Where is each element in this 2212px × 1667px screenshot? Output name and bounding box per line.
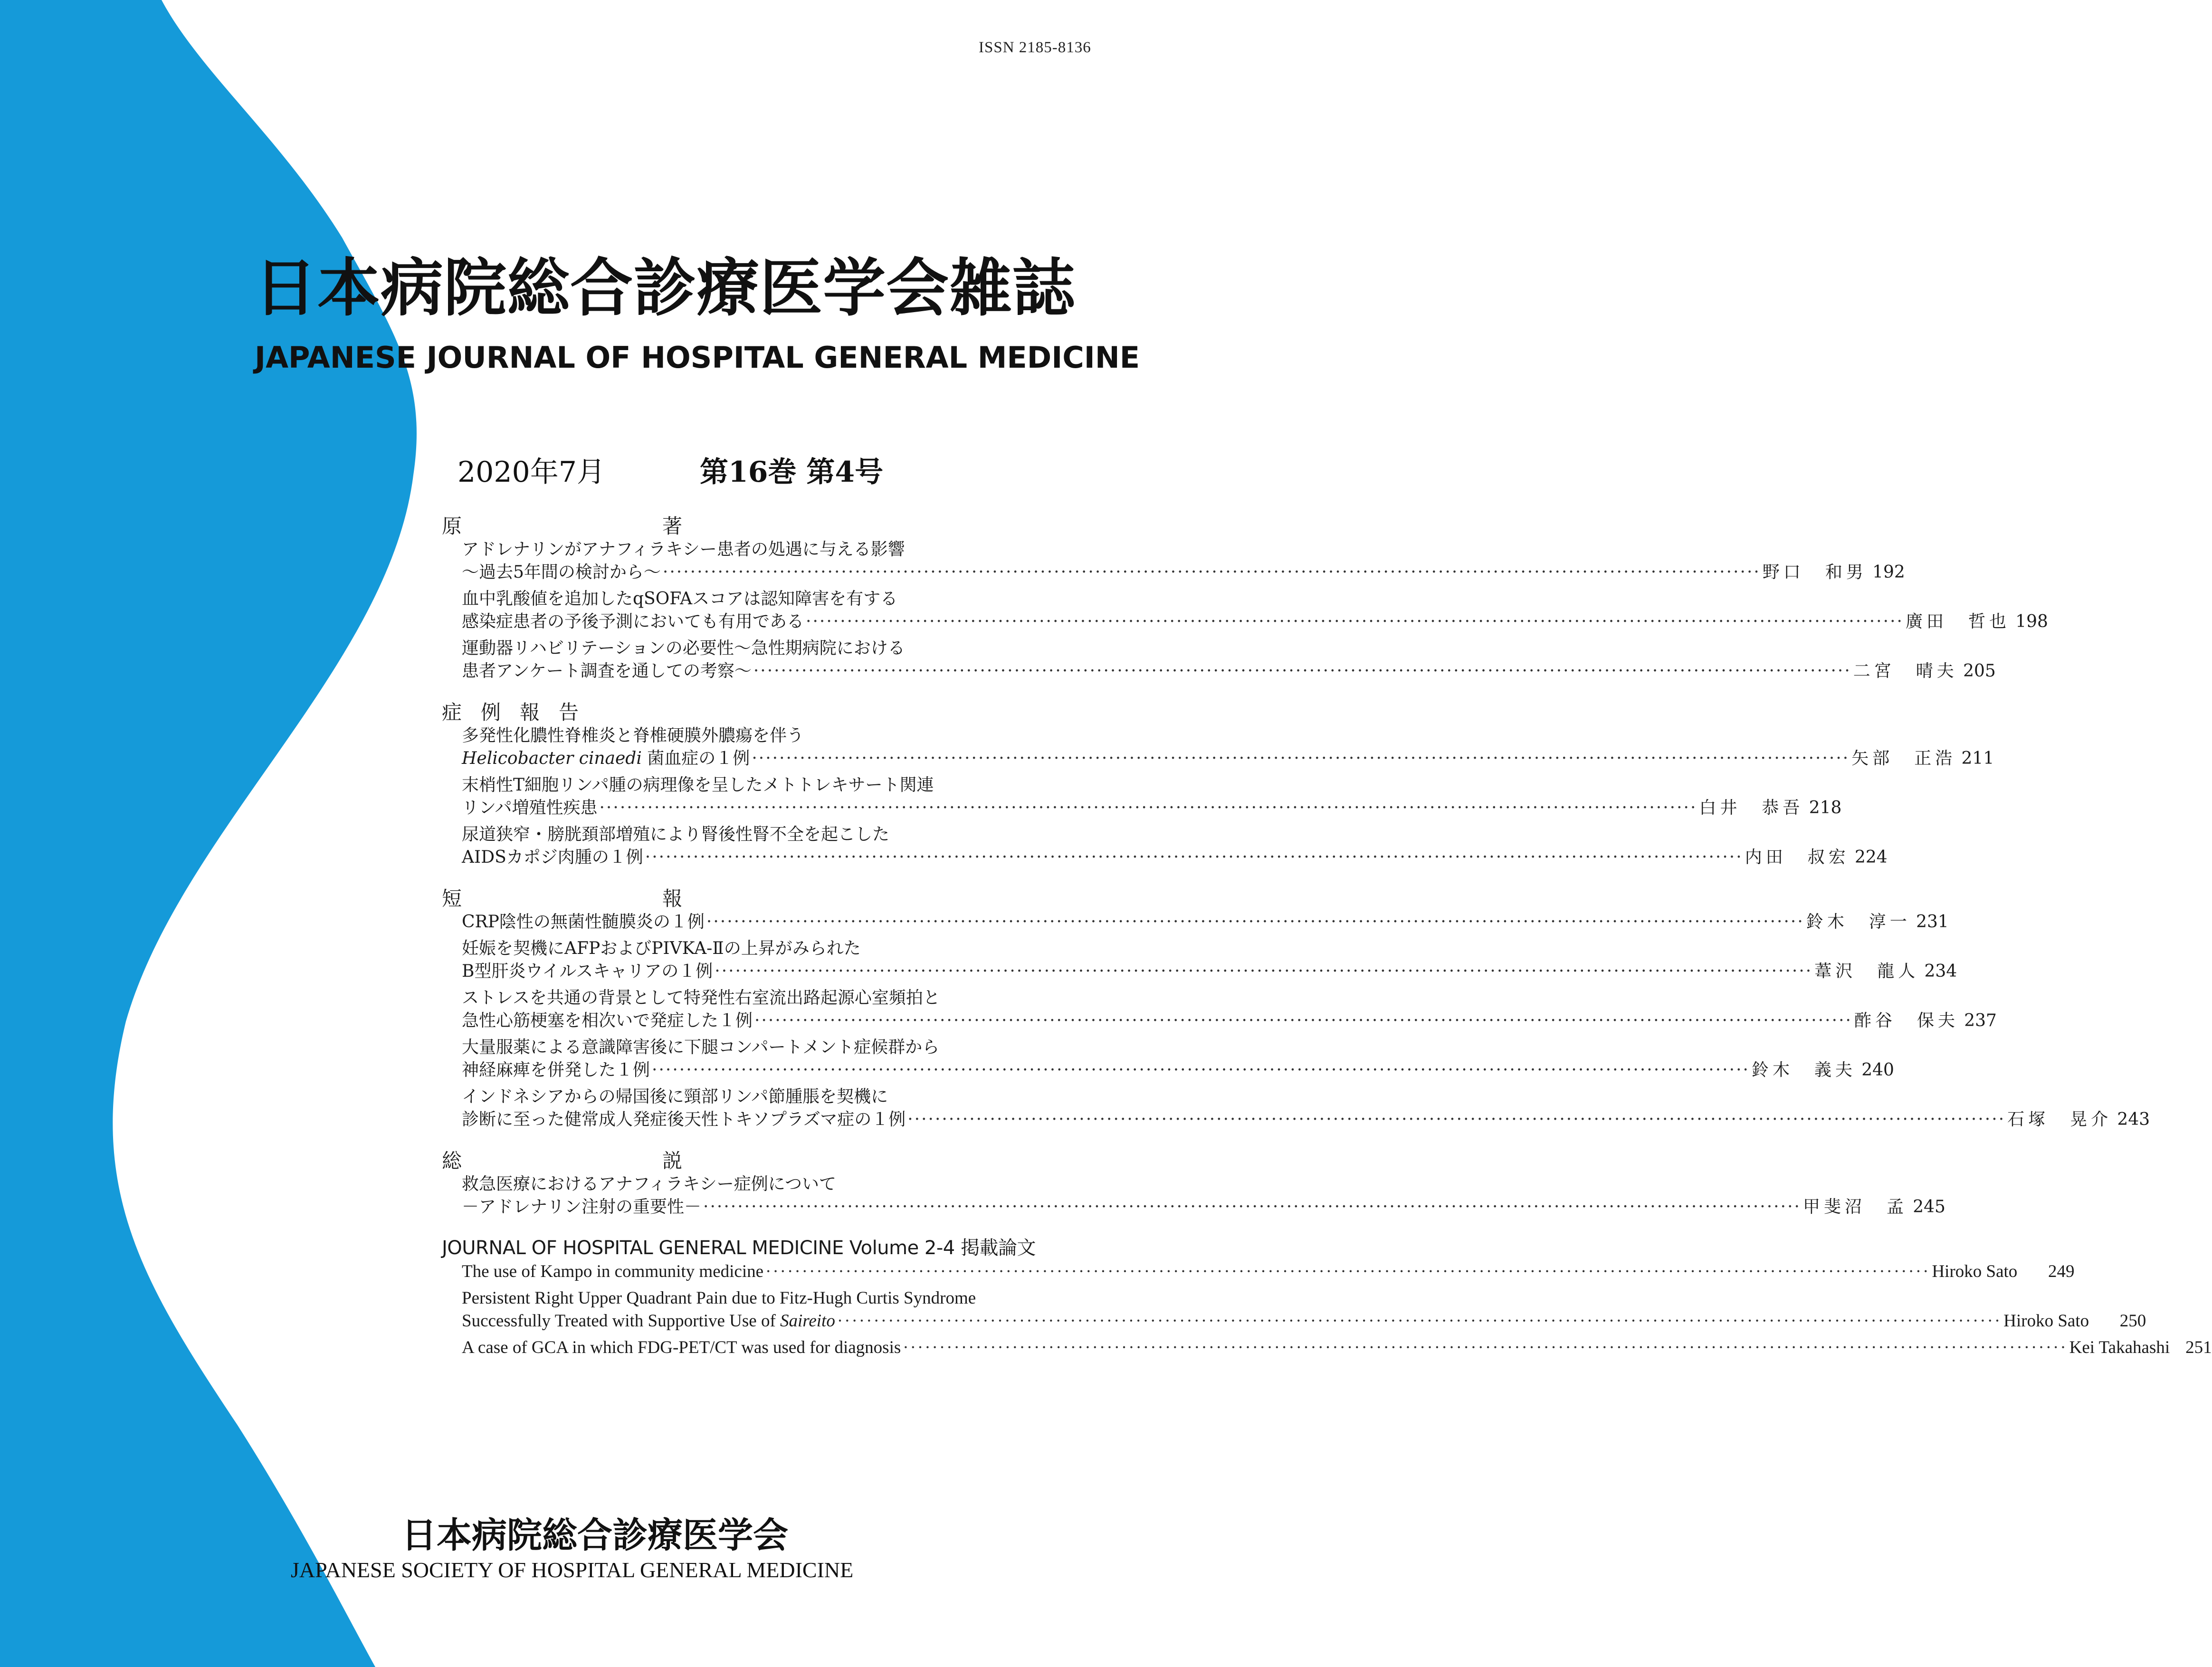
entry-page-number: 245 [1913,1197,1945,1217]
entry-title-line1: アドレナリンがアナフィラキシー患者の処遇に与える影響 [462,540,905,559]
toc-entry [462,823,1888,869]
section-spacer [442,1135,1103,1145]
entry-title-line2-row [462,561,1905,584]
entry-author: 甲斐沼 孟 [1802,1197,1907,1217]
entry-title-line2: AIDSカポジ肉腫の１例 [462,848,643,867]
entry-author: 鈴木 義夫 [1751,1060,1856,1080]
leader-dots: ································································································································································ [715,962,1813,981]
leader-dots: ································································································································································ [752,749,1850,768]
section-heading: 症例報告 [442,701,598,724]
entry-title-line1: 大量服薬による意識障害後に下腿コンパートメント症候群から [462,1038,940,1057]
toc-entry [462,987,1997,1032]
entry-page-number: 250 [2119,1311,2146,1331]
entry-title-line1: Persistent Right Upper Quadrant Pain due to Fitz-Hugh Curtis Syndrome [462,1288,976,1308]
entry-title-line1: ストレスを共通の背景として特発性右室流出路起源心室頻拍と [462,988,940,1008]
entry-title-line1: インドネシアからの帰国後に頸部リンパ節腫脹を契機に [462,1087,888,1106]
entry-title-line2-row [462,797,1842,819]
issue-info [458,449,883,490]
entry-title-line2-row [462,1010,1997,1032]
entry-title-line2-row [462,911,1949,934]
entry-page-number: 198 [2015,612,2048,631]
entry-author: 鈴木 淳一 [1806,912,1911,932]
entry-title-line2-row [462,1108,2150,1131]
entry-author: 内田 叔宏 [1745,848,1850,867]
entry-author: 野口 和男 [1762,562,1867,582]
entry-title-line1: 尿道狭窄・膀胱頚部増殖により腎後性腎不全を起こした [462,825,890,844]
entry-title-line2: －アドレナリン注射の重要性－ [462,1197,702,1217]
toc-entry [462,1287,2146,1333]
entry-title-line2: B型肝炎ウイルスキャリアの１例 [462,962,713,981]
entry-title-line2-row [462,1059,1894,1082]
toc-entry [462,1036,1894,1082]
entry-title-line1: 運動器リハビリテーションの必要性～急性期病院における [462,638,905,658]
toc-entry [462,538,1905,584]
toc-entry [462,588,2048,633]
entry-title-line2-row [462,960,1957,983]
entry-page-number: 243 [2117,1110,2150,1129]
entry-title-line2: The use of Kampo in community medicine [462,1262,764,1281]
entry-page-number: 234 [1924,962,1957,981]
issue-date: 2020年7月 [458,456,605,489]
entry-author: 酢谷 保夫 [1854,1011,1959,1030]
issn-number: ISSN 2185-8136 [979,39,1091,56]
section-heading: 総 説 [442,1149,773,1172]
toc-entry [462,774,1842,819]
leader-dots: ································································································································································ [903,1338,2068,1357]
entry-italic-term: Saireito [780,1311,835,1331]
table-of-contents [442,511,2212,1363]
entry-author: 石塚 晃介 [2007,1110,2112,1129]
entry-title-line1: 救急医療におけるアナフィラキシー症例について [462,1174,837,1194]
entry-page-number: 237 [1964,1011,1997,1030]
entry-author: Kei Takahashi [2069,1338,2170,1357]
entry-title-line2-row [462,1336,2212,1359]
entry-title-line2-row [462,660,1996,683]
entry-title-line2: リンパ増殖性疾患 [462,798,598,818]
publisher-name-english: JAPANESE SOCIETY OF HOSPITAL GENERAL MEDICINE [291,1558,854,1582]
entry-page-number: 224 [1854,848,1888,867]
entry-author: 二宮 晴夫 [1853,661,1958,681]
entry-page-number: 231 [1916,912,1949,932]
leader-dots: ································································································································································ [599,798,1697,818]
section-spacer [442,873,1103,883]
entry-title-line2-row [462,846,1888,869]
leader-dots: ································································································································································ [652,1060,1750,1080]
entry-title-line2: 感染症患者の予後予測においても有用である [462,612,804,631]
entry-title-line1: 末梢性T細胞リンパ腫の病理像を呈したメトトレキサート関連 [462,775,934,795]
entry-author: Hiroko Sato [2003,1311,2089,1331]
section-spacer [442,686,1103,697]
entry-title-rest: Successfully Treated with Supportive Use of [462,1311,776,1331]
entry-title-line2: CRP陰性の無菌性髄膜炎の１例 [462,912,705,932]
journal-title-japanese: 日本病院総合診療医学会雑誌 [254,252,1076,325]
entry-page-number: 192 [1872,562,1905,582]
entry-page-number: 205 [1963,661,1996,681]
entry-title-line1: 血中乳酸値を追加したqSOFAスコアは認知障害を有する [462,589,898,609]
entry-title-line2: 患者アンケート調査を通しての考察～ [462,661,752,681]
entry-page-number: 218 [1809,798,1842,818]
toc-entry [462,937,1957,983]
leader-dots: ································································································································································ [765,1262,1930,1281]
entry-title-line2-row [462,747,1994,770]
entry-title-line2: A case of GCA in which FDG-PET/CT was used for diagnosis [462,1338,901,1357]
entry-title-line2-row [462,1196,1945,1219]
entry-title-line2: 診断に至った健常成人発症後天性トキソプラズマ症の１例 [462,1110,906,1129]
entry-page-number: 249 [2048,1262,2075,1281]
toc-entry [462,1336,2212,1359]
entry-title-line2 [462,1310,835,1333]
section-heading: 短 報 [442,887,773,910]
section-spacer [442,1222,1103,1233]
issue-volume-number: 第16巻 第4号 [699,456,884,489]
entry-title-line2: ～過去5年間の検討から～ [462,562,661,582]
entry-title-line1: 多発性化膿性脊椎炎と脊椎硬膜外膿瘍を伴う [462,726,804,745]
entry-title-line2-row [462,1260,2075,1283]
entry-author: 葦沢 龍人 [1814,962,1919,981]
leader-dots: ································································································································································ [754,1011,1852,1030]
entry-author: Hiroko Sato [1932,1262,2018,1281]
toc-entry [462,1086,2150,1131]
leader-dots: ································································································································································ [837,1311,2002,1331]
leader-dots: ································································································································································ [703,1197,1801,1217]
entry-title-line1: 妊娠を契機にAFPおよびPIVKA-Ⅱの上昇がみられた [462,939,861,958]
entry-title-rest: 菌血症の１例 [647,749,750,768]
toc-entry [462,911,1949,934]
publisher-name-japanese: 日本病院総合診療医学会 [401,1515,788,1556]
entry-author: 廣田 哲也 [1905,612,2010,631]
leader-dots: ································································································································································ [753,661,1851,681]
english-papers-heading: JOURNAL OF HOSPITAL GENERAL MEDICINE Volume 2-4 掲載論文 [442,1237,1036,1259]
entry-title-line2 [462,747,750,770]
toc-entry [462,1260,2075,1283]
toc-entry [462,637,1996,683]
journal-title-english: JAPANESE JOURNAL OF HOSPITAL GENERAL MEDICINE [255,340,1140,375]
leader-dots: ································································································································································ [806,612,1904,631]
entry-author: 白井 恭吾 [1699,798,1804,818]
leader-dots: ································································································································································ [907,1110,2006,1129]
toc-entry [462,1173,1945,1219]
leader-dots: ································································································································································ [645,848,1743,867]
toc-entry [462,724,1994,770]
entry-title-line2: 急性心筋梗塞を相次いで発症した１例 [462,1011,753,1030]
entry-title-line2-row [462,610,2048,633]
leader-dots: ································································································································································ [662,562,1761,582]
entry-title-line2: 神経麻痺を併発した１例 [462,1060,650,1080]
entry-title-line2-row [462,1310,2146,1333]
entry-page-number: 240 [1861,1060,1894,1080]
entry-author: 矢部 正浩 [1851,749,1956,768]
section-heading: 原 著 [442,514,773,538]
leader-dots: ································································································································································ [706,912,1804,932]
entry-italic-term: Helicobacter cinaedi [462,749,642,768]
entry-page-number: 251 [2185,1338,2212,1357]
entry-page-number: 211 [1961,749,1994,768]
